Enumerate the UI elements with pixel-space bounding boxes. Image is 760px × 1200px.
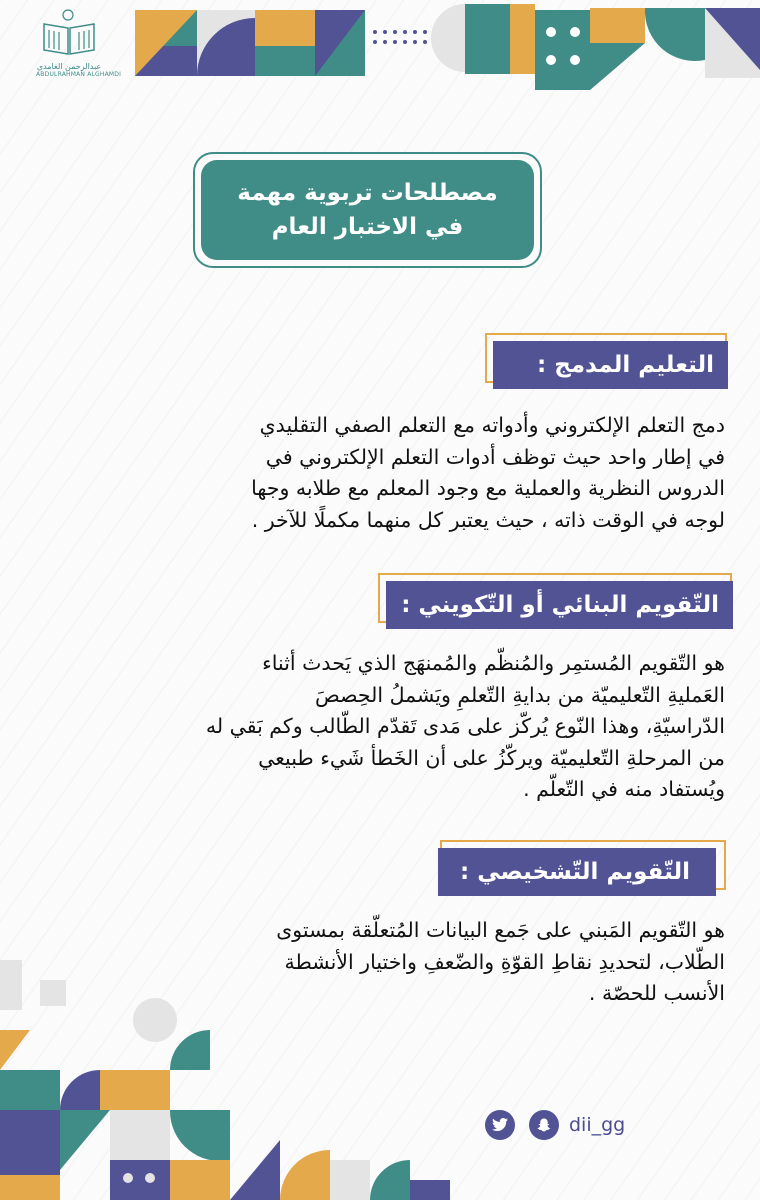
page-title-line-2: في الاختبار العام [271, 214, 464, 240]
section-paragraph-diagnostic-assessment [60, 915, 725, 1010]
page-title-panel [201, 160, 534, 260]
section-heading-diagnostic-assessment [440, 840, 730, 900]
social-handle[interactable]: dii_gg [569, 1114, 626, 1136]
heading-text: التّقويم التّشخيصي : [460, 859, 690, 885]
paragraph-line: الأنسب للحصّة . [588, 981, 725, 1005]
paragraph-line: لوجه في الوقت ذاته ، حيث يعتبر كل منهما مكملًا للآخر . [251, 507, 725, 532]
heading-text: التعليم المدمج : [537, 352, 714, 378]
section-heading-formative-assessment [378, 573, 738, 633]
section-heading-blended-learning [485, 333, 735, 393]
top-geometric-banner [135, 0, 760, 95]
paragraph-line: ويُستفاد منه في التّعلّم . [523, 777, 725, 801]
paragraph-line: دمج التعلم الإلكتروني وأدواته مع التعلم الصفي التقليدي [259, 413, 725, 437]
heading-bar [438, 848, 716, 896]
section-paragraph-blended-learning [60, 410, 725, 536]
paragraph-line: هو التّقويم المُستمِر والمُنظّم والمُمنهَج الذي يَحدث أثناء [262, 651, 725, 675]
heading-bar [493, 341, 728, 389]
heading-text: التّقويم البنائي أو التّكويني : [401, 592, 719, 618]
paragraph-line: الدّراسيّةِ، وهذا النّوع يُركّز على مَدى تَقدّم الطّالب وكم بَقي له [205, 714, 725, 738]
heading-bar [386, 581, 733, 629]
page-title-line-1: مصطلحات تربوية مهمة [237, 180, 498, 206]
logo-name-arabic: عبدالرحمن الغامدي [36, 62, 102, 71]
page-title-box [193, 152, 542, 268]
open-book-icon [38, 8, 100, 58]
paragraph-line: من المرحلةِ التّعليميّة ويركّزُ على أن الخَطأ شَيء طبيعي [258, 745, 725, 770]
section-paragraph-formative-assessment [60, 648, 725, 806]
snapchat-ghost-icon[interactable] [529, 1110, 559, 1140]
logo-name-english: ABDULRAHMAN ALGHAMDI [36, 71, 122, 78]
paragraph-line: الطّلاب، لتحديدِ نقاطِ القوّةِ والضّعفِ واختيار الأنشطة [284, 949, 725, 974]
paragraph-line: هو التّقويم المَبني على جَمع البيانات المُتعلّقة بمستوى [276, 918, 725, 942]
paragraph-line: العَمليةِ التّعليميّة من بدايةِ التّعلمِ ويَشملُ الحِصصَ [315, 682, 725, 707]
social-footer [485, 1108, 655, 1142]
brand-logo [36, 8, 122, 78]
paragraph-line: في إطار واحد حيث توظف أدوات التعلم الإلكتروني في [265, 444, 725, 469]
paragraph-line: الدروس النظرية والعملية مع وجود المعلم مع طلابه وجها [251, 476, 725, 500]
twitter-bird-icon[interactable] [485, 1110, 515, 1140]
